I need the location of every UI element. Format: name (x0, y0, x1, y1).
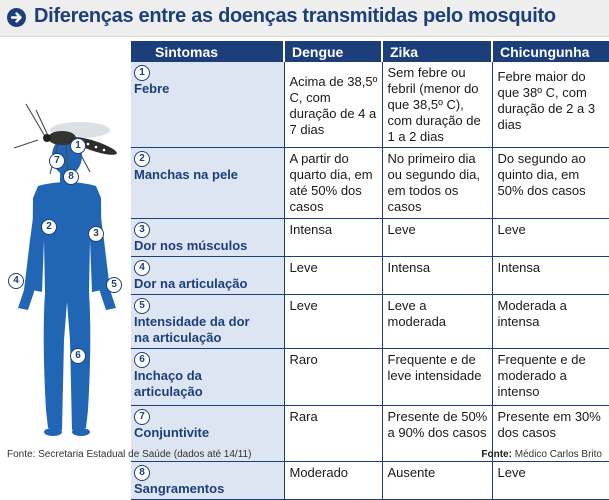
table-row (131, 295, 609, 349)
table-row (131, 462, 609, 500)
zika-cell (382, 219, 492, 257)
cell-text: Frequente e de moderado a intenso (497, 352, 586, 399)
cell-text: Acima de 38,5º C, com duração de 4 a 7 dias (289, 74, 378, 137)
body-marker-5: 5 (106, 277, 122, 293)
symptom-number: 8 (134, 465, 150, 481)
symptom-number: 3 (134, 222, 150, 238)
chik-cell (492, 219, 609, 257)
symptom-cell (131, 349, 284, 406)
table-row (131, 62, 609, 148)
symptom-number: 2 (134, 151, 150, 167)
dengue-cell (284, 148, 382, 219)
symptom-label: Intensidade da dor na articulação (134, 314, 250, 345)
symptom-label: Febre (134, 81, 170, 96)
circle-arrow-right-icon (7, 8, 26, 27)
symptom-cell (131, 219, 284, 257)
body-panel (0, 40, 130, 442)
cell-text: Leve (387, 222, 416, 237)
zika-cell (382, 295, 492, 349)
zika-cell (382, 257, 492, 295)
dengue-cell (284, 62, 382, 148)
cell-text: Sem febre ou febril (menor do que 38,5º C), com duração de 1 a 2 dias (387, 65, 481, 144)
cell-text: Leve (289, 260, 318, 275)
title-bar (0, 0, 609, 37)
dengue-cell (284, 406, 382, 462)
symptom-cell (131, 295, 284, 349)
table-row (131, 219, 609, 257)
cell-text: Febre maior do que 38º C, com duração de 2 a 3 dias (497, 69, 596, 132)
zika-cell (382, 349, 492, 406)
symptom-cell (131, 257, 284, 295)
symptom-label: Conjuntivite (134, 425, 210, 440)
body-marker-1: 1 (70, 138, 86, 154)
cell-text: Rara (289, 409, 318, 424)
zika-cell (382, 462, 492, 500)
body-marker-7: 7 (49, 153, 65, 169)
column-header-zika: Zika (382, 41, 492, 62)
cell-text: Raro (289, 352, 318, 367)
page-title: Diferenças entre as doenças transmitidas pelo mosquito (34, 5, 556, 27)
footer-source-right (481, 449, 602, 460)
chik-cell (492, 257, 609, 295)
dengue-cell (284, 257, 382, 295)
cell-text: Moderada a intensa (497, 298, 567, 329)
chik-cell (492, 462, 609, 500)
dengue-cell (284, 462, 382, 500)
footer-source-right-value: Médico Carlos Brito (514, 449, 602, 460)
body-marker-4: 4 (8, 273, 24, 289)
table-row (131, 257, 609, 295)
cell-text: Presente de 50% a 90% dos casos (387, 409, 488, 440)
cell-text: No primeiro dia ou segundo dia, em todos os casos (387, 151, 481, 214)
chik-cell (492, 349, 609, 406)
cell-text: Frequente e de leve intensidade (387, 352, 482, 383)
dengue-cell (284, 219, 382, 257)
cell-text: Leve (289, 298, 318, 313)
body-marker-2: 2 (41, 219, 57, 235)
symptom-label: Sangramentos (134, 481, 225, 496)
table-row (131, 349, 609, 406)
symptoms-table (131, 41, 609, 500)
symptom-label: Dor na articulação (134, 276, 248, 291)
chik-cell (492, 148, 609, 219)
zika-cell (382, 406, 492, 462)
symptom-number: 5 (134, 298, 150, 314)
cell-text: Leve (497, 222, 526, 237)
column-header-sintomas: Sintomas (131, 41, 284, 62)
footer-source-right-label: Fonte: (481, 449, 512, 460)
cell-text: Moderado (289, 465, 349, 480)
cell-text: Intensa (497, 260, 541, 275)
cell-text: Presente em 30% dos casos (497, 409, 601, 440)
symptom-label: Inchaço da articulação (134, 368, 203, 399)
cell-text: Leve a moderada (387, 298, 447, 329)
symptom-number: 4 (134, 260, 150, 276)
symptom-cell (131, 148, 284, 219)
dengue-cell (284, 295, 382, 349)
cell-text: Do segundo ao quinto dia, em 50% dos casos (497, 151, 586, 198)
zika-cell (382, 148, 492, 219)
symptom-label: Manchas na pele (134, 167, 239, 182)
body-marker-8: 8 (63, 169, 79, 185)
cell-text: Intensa (289, 222, 333, 237)
body-marker-6: 6 (70, 348, 86, 364)
cell-text: A partir do quarto dia, em até 50% dos casos (289, 151, 373, 214)
symptom-label: Dor nos músculos (134, 238, 248, 253)
footer-source-left: Fonte: Secretaria Estadual de Saúde (dados até 14/11) (7, 449, 252, 460)
column-header-dengue: Dengue (284, 41, 382, 62)
chik-cell (492, 295, 609, 349)
cell-text: Ausente (387, 465, 436, 480)
chik-cell (492, 62, 609, 148)
symptom-number: 1 (134, 65, 150, 81)
symptom-number: 7 (134, 409, 150, 425)
column-header-chicungunha: Chicungunha (492, 41, 609, 62)
symptom-cell (131, 62, 284, 148)
table-row (131, 148, 609, 219)
dengue-cell (284, 349, 382, 406)
zika-cell (382, 62, 492, 148)
symptom-cell (131, 462, 284, 500)
cell-text: Leve (497, 465, 526, 480)
cell-text: Intensa (387, 260, 431, 275)
body-markers (0, 40, 130, 482)
table-header-row (131, 41, 609, 62)
symptom-number: 6 (134, 352, 150, 368)
body-marker-3: 3 (88, 226, 104, 242)
